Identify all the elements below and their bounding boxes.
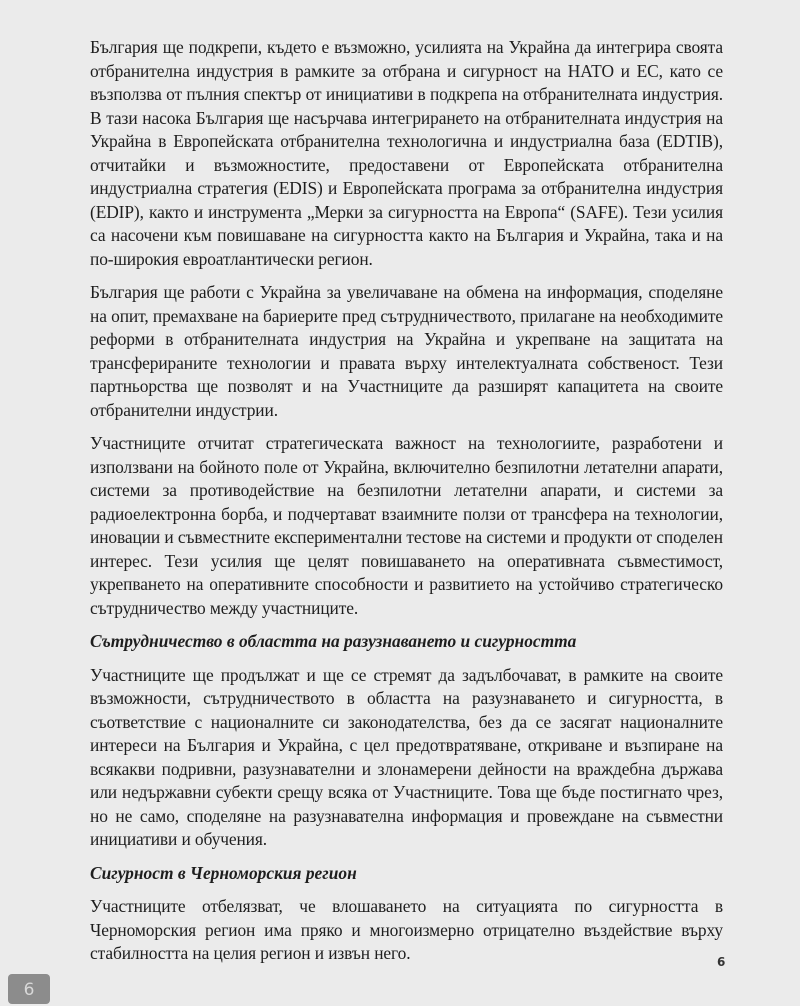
document-page [90,36,726,976]
heading-black-sea-security: Сигурност в Черноморския регион [90,862,357,883]
paragraph-intelligence-cooperation: Участниците ще продължат и ще се стремят да задълбочават, в рамките на своите възможности, сътрудничеството в областта на разузнаването и сигурността, в съответствие с националните си законодателства, без да се засягат националните интереси на България и Украйна, с цел предотвратяване, откриване и възпиране на всякакви подривни, разузнавателни и злонамерени дейности на враждебна държава или недържавни субекти срещу всяка от Участниците. Това ще бъде постигнато чрез, но не само, споделяне на разузнавателна информация и провеждане на съвместни инициативи и обучения. [90,664,723,849]
paragraph-battlefield-technologies: Участниците отчитат стратегическата важност на технологиите, разработени и използвани на бойното поле от Украйна, включително безпилотни летателни апарати, системи за противодействие на безпилотни летателни апарати, и системи за радиоелектронна борба, и подчертават взаимните ползи от трансфера на технологии, иновации и съвместните експериментални тестове на системи и продукти от споделен интерес. Тези усилия ще целят повишаването на оперативната съвместимост, укрепването на оперативните способности и развитието на устойчиво стратегическо сътрудничество между участниците. [90,433,723,618]
paragraph-black-sea-security: Участниците отбелязват, че влошаването на ситуацията по сигурността в Черноморския регион има пряко и многоизмерно отрицателно въздействие върху стабилността на целия регион и извън него. [90,896,723,963]
page-indicator-badge[interactable]: 6 [8,974,50,1004]
heading-intelligence-cooperation: Сътрудничество в областта на разузнаването и сигурността [90,631,577,651]
paragraph-defense-industry-integration: България ще подкрепи, където е възможно, усилията на Украйна да интегрира своята отбранителна индустрия в рамките за отбрана и сигурност на НАТО и ЕС, като се възползва от пълния спектър от инициативи в подкрепа на отбранителната индустрия. В тази насока България ще насърчава интегрирането на отбранителната индустрия на Украйна в Европейската отбранителна технологична и индустриална база (EDTIB), отчитайки и възможностите, предоставени от Европейската отбранителна индустриална стратегия (EDIS) и Европейската програма за отбранителна индустрия (EDIP), както и инструмента „Мерки за сигурността на Европа“ (SAFE). Тези усилия са насочени към повишаване на сигурността както на България и Украйна, така и на по-широкия евроатлантически регион. [90,37,723,269]
paragraph-information-exchange: България ще работи с Украйна за увеличаване на обмена на информация, споделяне на опит, премахване на бариерите пред сътрудничеството, прилагане на необходимите реформи в отбранителната индустрия на Украйна и укрепване на защитата на трансферираните технологии и правата върху интелектуалната собственост. Тези партньорства ще позволят и на Участниците да разширят капацитета на своите отбранителни индустрии. [90,282,723,420]
page-number: 6 [717,955,726,969]
